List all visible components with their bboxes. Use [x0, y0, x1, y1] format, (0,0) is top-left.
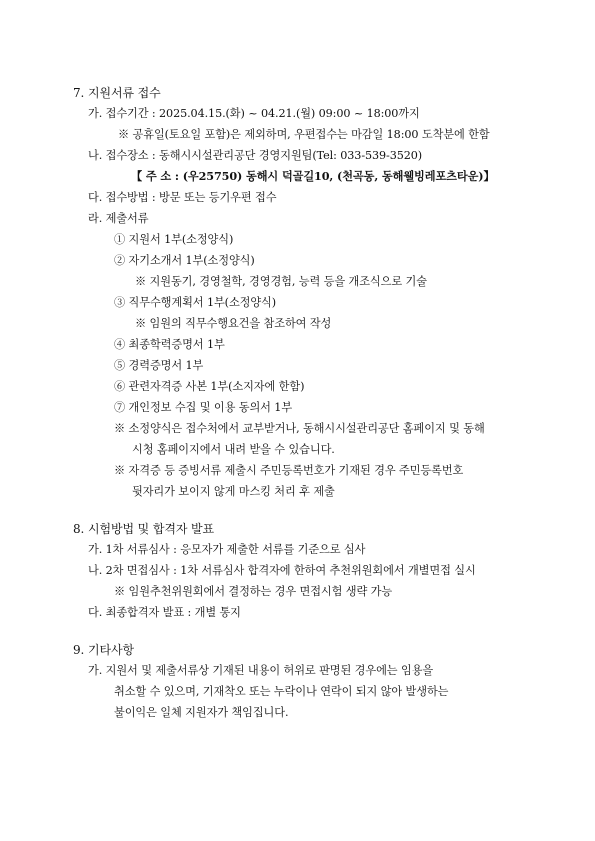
masking-note-cont: 뒷자리가 보이지 않게 마스킹 처리 후 제출	[132, 485, 335, 498]
document-item: ⑤ 경력증명서 1부	[114, 359, 204, 372]
section7-method: 다. 접수방법 : 방문 또는 등기우편 접수	[88, 191, 277, 204]
forms-note: ※ 소정양식은 접수처에서 교부받거나, 동해시시설관리공단 홈페이지 및 동해	[114, 422, 485, 435]
document-item: ⑥ 관련자격증 사본 1부(소지자에 한함)	[114, 380, 305, 393]
section7-documents-title: 라. 제출서류	[88, 212, 149, 225]
section8-document-review: 가. 1차 서류심사 : 응모자가 제출한 서류를 기준으로 심사	[88, 543, 366, 556]
section7-period: 가. 접수기간 : 2025.04.15.(화) ~ 04.21.(월) 09:00 ~ 18:00까지	[88, 107, 420, 120]
section8-interview: 나. 2차 면접심사 : 1차 서류심사 합격자에 한하여 추천위원회에서 개별면접 실시	[88, 564, 476, 577]
document-item: ① 지원서 1부(소정양식)	[114, 233, 234, 246]
forms-note-cont: 시청 홈페이지에서 내려 받을 수 있습니다.	[132, 443, 335, 456]
section8-interview-note: ※ 임원추천위원회에서 결정하는 경우 면접시험 생략 가능	[114, 585, 393, 598]
masking-note: ※ 자격증 등 증빙서류 제출시 주민등록번호가 기재된 경우 주민등록번호	[114, 464, 464, 477]
section7-place: 나. 접수장소 : 동해시시설관리공단 경영지원팀(Tel: 033-539-3520)	[88, 149, 423, 162]
document-item: ③ 직무수행계획서 1부(소정양식)	[114, 296, 277, 309]
section7-address: 【 주 소 : (우25750) 동해시 덕골길10, (천곡동, 동해웰빙레포츠타운)】	[131, 169, 495, 183]
section9-title: 9. 기타사항	[73, 643, 134, 657]
document-item: ② 자기소개서 1부(소정양식)	[114, 254, 255, 267]
document-item-note: ※ 임원의 직무수행요건을 참조하여 작성	[135, 317, 332, 330]
document-item: ⑦ 개인정보 수집 및 이용 동의서 1부	[114, 401, 293, 414]
section9-item-cont: 취소할 수 있으며, 기재착오 또는 누락이나 연락이 되지 않아 발생하는	[114, 685, 449, 698]
section9-item: 가. 지원서 및 제출서류상 기재된 내용이 허위로 판명된 경우에는 임용을	[88, 664, 434, 677]
section7-title: 7. 지원서류 접수	[73, 86, 161, 100]
document-item: ④ 최종학력증명서 1부	[114, 338, 225, 351]
document-item-note: ※ 지원동기, 경영철학, 경영경험, 능력 등을 개조식으로 기술	[135, 275, 427, 288]
section7-period-note: ※ 공휴일(토요일 포함)은 제외하며, 우편접수는 마감일 18:00 도착분에 한함	[118, 128, 490, 141]
section8-final-announcement: 다. 최종합격자 발표 : 개별 통지	[88, 606, 241, 619]
section9-item-cont: 불이익은 일체 지원자가 책임집니다.	[114, 706, 289, 719]
section8-title: 8. 시험방법 및 합격자 발표	[73, 522, 215, 536]
